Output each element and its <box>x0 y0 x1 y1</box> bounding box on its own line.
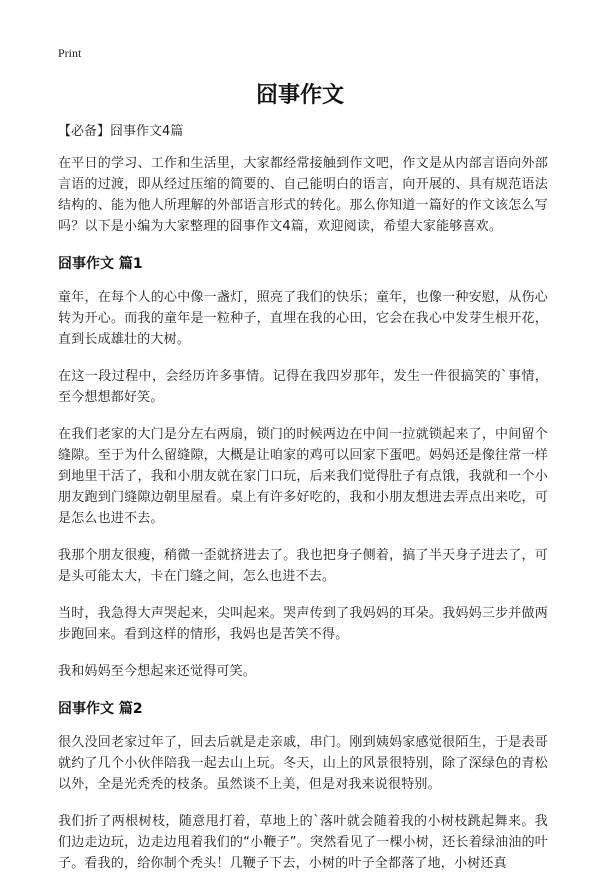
intro-paragraph: 在平日的学习、工作和生活里，大家都经常接触到作文吧，作文是从内部言语向外部言语的过渡，即从经过压缩的简要的、自己能明白的语言，向开展的、具有规范语法结构的、能为他人所理解的外部语言形式的转化。那么你知道一篇好的作文该怎么写吗？以下是小编为大家整理的囧事作文4篇，欢迎阅读，希望大家能够喜欢。 <box>58 156 548 234</box>
document-subtitle: 【必备】囧事作文4篇 <box>58 124 184 139</box>
section-1-paragraph-1: 童年，在每个人的心中像一盏灯，照亮了我们的快乐；童年，也像一种安慰，从伤心转为开心。而我的童年是一粒种子，直埋在我的心田，它会在我心中发芽生根开花，直到长成雄壮的大树。 <box>58 290 548 347</box>
section-1-paragraph-4: 我那个朋友很瘦，稍微一歪就挤进去了。我也把身子侧着，搞了半天身子进去了，可是头可能太大，卡在门缝之间，怎么也进不去。 <box>58 548 548 584</box>
section-2-paragraph-2: 我们折了两根树枝，随意甩打着，草地上的`落叶就会随着我的小树枝跳起舞来。我们边走边玩，边走边甩着我们的“小鞭子”。突然看见了一棵小树，还长着绿油油的叶子。看我的，给你制个秃头！几鞭子下去，小树的叶子全都落了地，小树还真 <box>58 814 548 871</box>
section-heading-1: 囧事作文 篇1 <box>58 256 143 272</box>
section-1-paragraph-5: 当时，我急得大声哭起来，尖叫起来。哭声传到了我妈妈的耳朵。我妈妈三步并做两步跑回来。看到这样的情形，我妈也是苦笑不得。 <box>58 606 548 642</box>
section-1-paragraph-2: 在这一段过程中，会经历许多事情。记得在我四岁那年，发生一件很搞笑的`事情，至今想想都好笑。 <box>58 369 548 405</box>
page-title: 囧事作文 <box>255 83 344 108</box>
section-1-paragraph-3: 在我们老家的大门是分左右两扇，锁门的时候两边在中间一拉就锁起来了，中间留个缝隙。至于为什么留缝隙，大概是让咱家的鸡可以回家下蛋吧。妈妈还是像往常一样到地里干活了，我和小朋友就在家门口玩，后来我们觉得肚子有点饿，我就和一个小朋友跑到门缝隙边朝里屋看。桌上有许多好吃的，我和小朋友想进去弄点出来吃，可是怎么也进不去。 <box>58 427 548 526</box>
section-2-paragraph-1: 很久没回老家过年了，回去后就是走亲戚，串门。刚到姨妈家感觉很陌生，于是表哥就约了几个小伙伴陪我一起去山上玩。冬天，山上的风景很特别，除了深绿色的青松以外，全是光秃秃的枝条。虽然谈不上美，但是对我来说很特别。 <box>58 735 548 792</box>
section-1-paragraph-6: 我和妈妈至今想起来还觉得可笑。 <box>58 664 257 679</box>
print-link[interactable]: Print <box>58 46 82 60</box>
section-heading-2: 囧事作文 篇2 <box>58 701 143 717</box>
article-body <box>58 153 548 890</box>
